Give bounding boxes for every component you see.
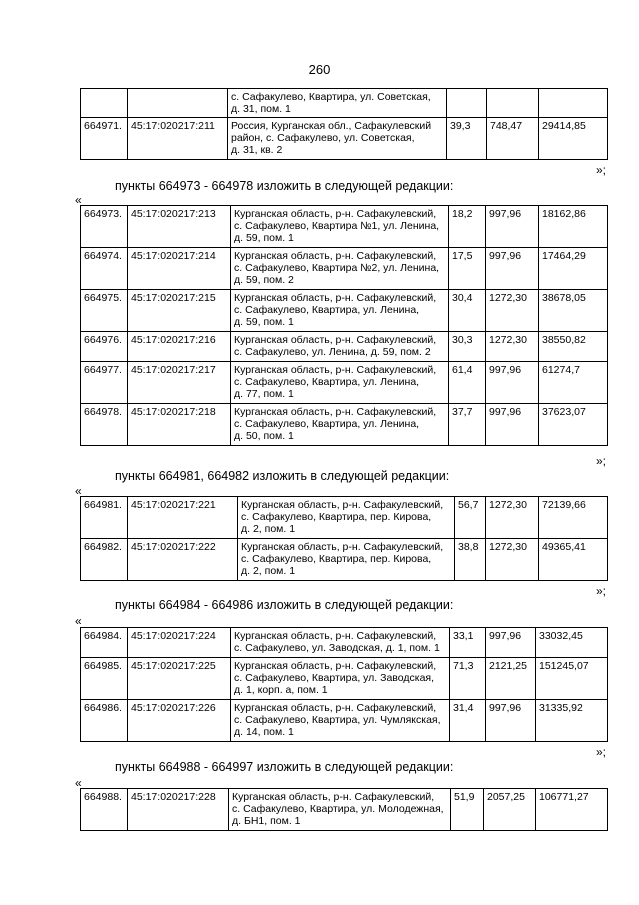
cell-price: 1272,30	[486, 290, 539, 332]
address-line: с. Сафакулево, ул. Ленина, д. 59, пом. 2	[234, 346, 431, 358]
address-line: д. 50, пом. 1	[234, 430, 294, 442]
address-line: с. Сафакулево, Квартира, ул. Чумлякская,	[234, 714, 441, 726]
closing-quote: »;	[596, 454, 607, 468]
address-line: д. 1, корп. а, пом. 1	[234, 684, 328, 696]
cell-total: 38550,82	[539, 332, 608, 362]
cell-price: 748,47	[487, 118, 539, 160]
cell-price	[487, 89, 539, 118]
address-line: Курганская область, р-н. Сафакулевский,	[241, 499, 444, 511]
cell-address	[231, 290, 449, 332]
cell-area: 37,7	[449, 404, 486, 446]
cell-area: 17,5	[449, 248, 486, 290]
table-row	[81, 789, 608, 831]
table-row	[81, 206, 608, 248]
address-line: с. Сафакулево, Квартира, пер. Кирова,	[241, 511, 432, 523]
closing-quote: »;	[596, 745, 607, 759]
address-line: Курганская область, р-н. Сафакулевский,	[234, 630, 437, 642]
cell-cadastral: 45:17:020217:216	[128, 332, 231, 362]
amendment-paragraph: пункты 664973 - 664978 изложить в следующей редакции:	[115, 179, 454, 193]
cell-number: 664978.	[81, 404, 128, 446]
cell-price: 2057,25	[484, 789, 536, 831]
cell-price: 2121,25	[486, 658, 536, 700]
cell-cadastral: 45:17:020217:213	[128, 206, 231, 248]
cell-cadastral: 45:17:020217:228	[128, 789, 229, 831]
cell-address	[238, 539, 455, 581]
cell-area: 51,9	[451, 789, 484, 831]
cell-number: 664974.	[81, 248, 128, 290]
cell-total: 33032,45	[536, 628, 608, 658]
table-row	[81, 658, 608, 700]
page-number: 260	[308, 62, 331, 77]
cell-price: 997,96	[486, 700, 536, 742]
cell-address	[231, 248, 449, 290]
table-row	[81, 362, 608, 404]
cell-address	[231, 362, 449, 404]
cell-price: 997,96	[486, 206, 539, 248]
table-row	[81, 118, 608, 160]
cell-address	[231, 404, 449, 446]
cell-number: 664982.	[81, 539, 128, 581]
opening-quote: «	[75, 193, 82, 207]
address-line: Курганская область, р-н. Сафакулевский,	[232, 791, 435, 803]
cell-cadastral: 45:17:020217:215	[128, 290, 231, 332]
opening-quote: «	[75, 484, 82, 498]
cell-cadastral: 45:17:020217:218	[128, 404, 231, 446]
amendment-paragraph: пункты 664981, 664982 изложить в следующей редакции:	[115, 469, 450, 483]
address-line: с. Сафакулево, Квартира №1, ул. Ленина,	[234, 220, 440, 232]
cell-total	[539, 89, 608, 118]
address-line: Курганская область, р-н. Сафакулевский,	[234, 250, 437, 262]
address-line: д. 2, пом. 1	[241, 565, 296, 577]
cell-area: 30,4	[449, 290, 486, 332]
cell-total: 18162,86	[539, 206, 608, 248]
register-table	[80, 496, 608, 581]
address-line: с. Сафакулево, Квартира, ул. Ленина,	[234, 376, 420, 388]
address-line: Россия, Курганская обл., Сафакулевский	[231, 120, 432, 132]
address-line: Курганская область, р-н. Сафакулевский,	[234, 334, 437, 346]
cell-area: 56,7	[455, 497, 486, 539]
cell-number: 664976.	[81, 332, 128, 362]
cell-address	[228, 118, 447, 160]
address-line: с. Сафакулево, ул. Заводская, д. 1, пом. 1	[234, 642, 440, 654]
cell-area	[447, 89, 487, 118]
address-line: Курганская область, р-н. Сафакулевский,	[234, 364, 437, 376]
cell-cadastral: 45:17:020217:221	[128, 497, 238, 539]
cell-total: 61274,7	[539, 362, 608, 404]
cell-cadastral	[128, 89, 228, 118]
address-line: Курганская область, р-н. Сафакулевский,	[234, 702, 437, 714]
cell-cadastral: 45:17:020217:211	[128, 118, 228, 160]
cell-area: 33,1	[450, 628, 486, 658]
address-line: Курганская область, р-н. Сафакулевский,	[234, 208, 437, 220]
address-line: с. Сафакулево, Квартира, пер. Кирова,	[241, 553, 432, 565]
closing-quote: »;	[596, 163, 607, 177]
address-line: д. 2, пом. 1	[241, 523, 296, 535]
cell-total: 106771,27	[536, 789, 608, 831]
cell-address	[238, 497, 455, 539]
cell-address	[231, 206, 449, 248]
opening-quote: «	[75, 776, 82, 790]
cell-cadastral: 45:17:020217:224	[128, 628, 231, 658]
address-line: д. 14, пом. 1	[234, 726, 294, 738]
cell-price: 997,96	[486, 362, 539, 404]
continuation-table	[80, 88, 608, 160]
table-row	[81, 628, 608, 658]
cell-price: 1272,30	[486, 539, 539, 581]
address-line: Курганская область, р-н. Сафакулевский,	[241, 541, 444, 553]
address-line: д. 59, пом. 1	[234, 316, 294, 328]
cell-total: 31335,92	[536, 700, 608, 742]
cell-address	[231, 332, 449, 362]
cell-area: 61,4	[449, 362, 486, 404]
cell-number: 664973.	[81, 206, 128, 248]
table-row	[81, 89, 608, 118]
table-row	[81, 404, 608, 446]
address-line: с. Сафакулево, Квартира, ул. Заводская,	[234, 672, 435, 684]
cell-number: 664985.	[81, 658, 128, 700]
address-line: Курганская область, р-н. Сафакулевский,	[234, 660, 437, 672]
cell-cadastral: 45:17:020217:214	[128, 248, 231, 290]
table-row	[81, 248, 608, 290]
table-row	[81, 700, 608, 742]
cell-area: 31,4	[450, 700, 486, 742]
address-line: с. Сафакулево, Квартира, ул. Ленина,	[234, 418, 420, 430]
cell-address	[229, 789, 451, 831]
cell-total: 49365,41	[539, 539, 608, 581]
register-table	[80, 205, 608, 446]
cell-area: 30,3	[449, 332, 486, 362]
cell-total: 37623,07	[539, 404, 608, 446]
amendment-paragraph: пункты 664988 - 664997 изложить в следующей редакции:	[115, 760, 454, 774]
address-line: с. Сафакулево, Квартира, ул. Ленина,	[234, 304, 420, 316]
address-line: с. Сафакулево, Квартира, ул. Молодежная,	[232, 803, 444, 815]
cell-number: 664988.	[81, 789, 128, 831]
cell-number	[81, 89, 128, 118]
cell-area: 38,8	[455, 539, 486, 581]
opening-quote: «	[75, 614, 82, 628]
amendment-paragraph: пункты 664984 - 664986 изложить в следующей редакции:	[115, 598, 454, 612]
cell-price: 997,96	[486, 248, 539, 290]
cell-total: 72139,66	[539, 497, 608, 539]
cell-address	[231, 700, 450, 742]
cell-area: 39,3	[447, 118, 487, 160]
cell-cadastral: 45:17:020217:225	[128, 658, 231, 700]
table-row	[81, 497, 608, 539]
cell-number: 664981.	[81, 497, 128, 539]
address-line: д. 31, пом. 1	[231, 103, 291, 115]
address-line: с. Сафакулево, Квартира, ул. Советская,	[231, 91, 431, 103]
cell-price: 1272,30	[486, 332, 539, 362]
address-line: с. Сафакулево, Квартира №2, ул. Ленина,	[234, 262, 440, 274]
register-table	[80, 788, 608, 831]
cell-number: 664977.	[81, 362, 128, 404]
cell-price: 997,96	[486, 628, 536, 658]
register-table	[80, 627, 608, 742]
cell-number: 664986.	[81, 700, 128, 742]
cell-number: 664984.	[81, 628, 128, 658]
cell-address	[228, 89, 447, 118]
cell-address	[231, 628, 450, 658]
table-row	[81, 539, 608, 581]
cell-cadastral: 45:17:020217:217	[128, 362, 231, 404]
cell-total: 29414,85	[539, 118, 608, 160]
cell-number: 664971.	[81, 118, 128, 160]
cell-address	[231, 658, 450, 700]
cell-cadastral: 45:17:020217:222	[128, 539, 238, 581]
address-line: район, с. Сафакулево, ул. Советская,	[231, 132, 415, 144]
table-row	[81, 332, 608, 362]
cell-cadastral: 45:17:020217:226	[128, 700, 231, 742]
address-line: д. 59, пом. 1	[234, 232, 294, 244]
address-line: Курганская область, р-н. Сафакулевский,	[234, 406, 437, 418]
cell-total: 38678,05	[539, 290, 608, 332]
cell-total: 17464,29	[539, 248, 608, 290]
address-line: д. 31, кв. 2	[231, 144, 283, 156]
cell-number: 664975.	[81, 290, 128, 332]
address-line: д. 77, пом. 1	[234, 388, 294, 400]
cell-price: 1272,30	[486, 497, 539, 539]
table-row	[81, 290, 608, 332]
cell-price: 997,96	[486, 404, 539, 446]
address-line: д. 59, пом. 2	[234, 274, 294, 286]
cell-total: 151245,07	[536, 658, 608, 700]
address-line: Курганская область, р-н. Сафакулевский,	[234, 292, 437, 304]
cell-area: 18,2	[449, 206, 486, 248]
cell-area: 71,3	[450, 658, 486, 700]
closing-quote: »;	[596, 584, 607, 598]
address-line: д. БН1, пом. 1	[232, 815, 301, 827]
